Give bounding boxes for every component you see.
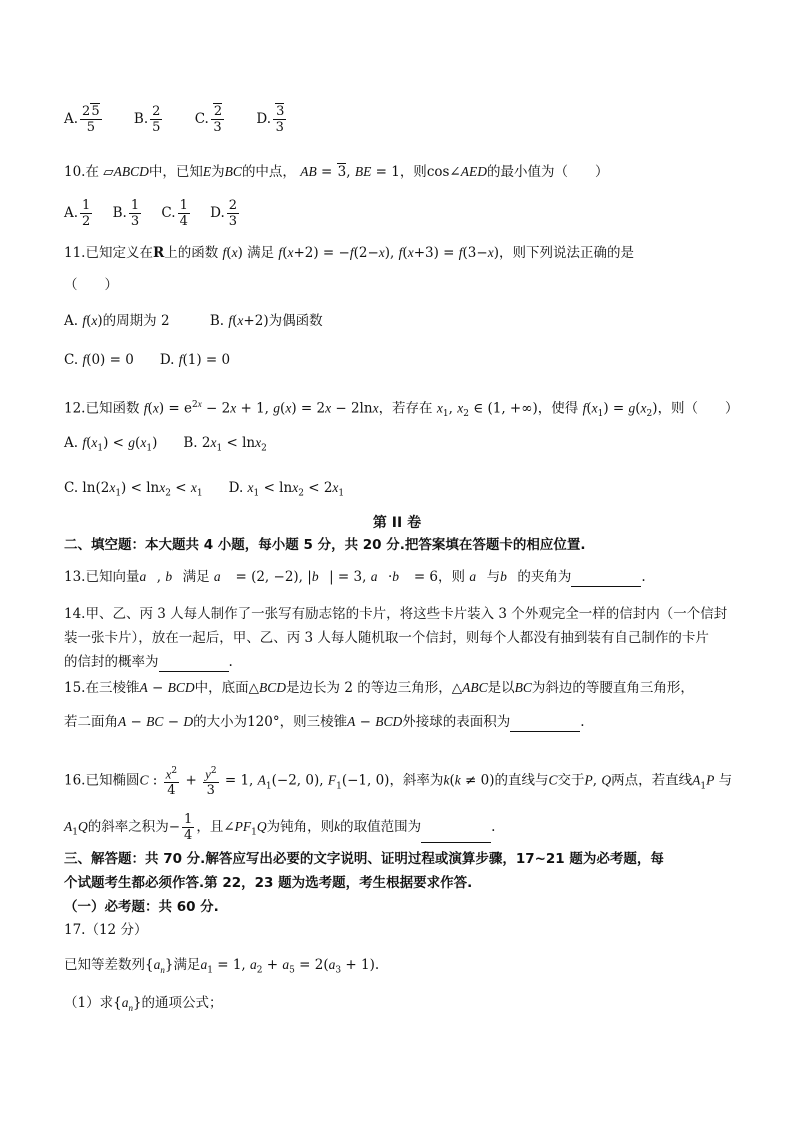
q11-options-cd: C. f(0) = 0 D. f(1) = 0 [64,352,231,368]
question-17: 已知等差数列$\{a_n\}$满足$a_1 = 1$, $a_2 + a_5 = 2(a_3 + 1)$. [64,957,380,976]
part3-line2: 个试题考生都必须作答.第 22，23 题为选考题，考生根据要求作答. [64,875,473,891]
question-16: 16.已知椭圆C : $\frac{x^2}{4}$ + $\frac{y^2}{3}$ = 1, $A_1(-2$, 0), $F_1(-1$, 0)，斜率为k(k ≠ 0)的直线与C交于P, Q两点，若直线$A_1P$ 与 [64,766,733,799]
q17-part1: （1）求$\{a_n\}$的通项公式； [64,995,223,1013]
q14-line3: 的信封的概率为 . [64,654,233,670]
q15-blank [510,717,580,732]
q16-line2: $A_1Q$的斜率之积为− $\frac{1}{4}$ ，且$\angle PF_1Q$为钝角，则k的取值范围为 . [64,812,496,843]
q14-blank [159,657,229,672]
part2-title: 第 II 卷 [372,515,422,531]
part2-heading: 二、填空题：本大题共 4 小题，每小题 5 分，共 20 分.把答案填在答题卡的相应位置. [64,537,586,553]
q12-options-ab: A. $f(x_1) < g(x_1)$ B. $2x_1 < \ln x_2$ [64,435,267,454]
q10-options: A. $\frac{1}{2}$ B. $\frac{1}{3}$ C. $\frac{1}{4}$ D. $\frac{2}{3}$ [64,198,238,229]
q16-blank [421,828,491,843]
q13-blank [571,572,641,587]
q15-line2: 若二面角A − BC − D的大小为120°，则三棱锥A − BCD外接球的表面积为 . [64,714,585,730]
q11-paren: （ ） [64,277,118,293]
q14-line2: 装一张卡片），放在一起后，甲、乙、丙 3 人每人随机取一个信封，则每个人都没有抽到装有自己制作的卡片 [64,630,709,646]
part3-sub: （一）必考题：共 60 分. [64,899,219,915]
q14-line1: 14.甲、乙、丙 3 人每人制作了一张写有励志铭的卡片，将这些卡片装入 3 个外观完全一样的信封内（一个信封 [64,606,728,622]
question-15: 15.在三棱锥A − BCD中，底面△BCD是边长为 2 的等边三角形，△ABC是以BC为斜边的等腰直角三角形， [64,680,694,696]
question-11: 11.已知定义在R上的函数 f(x) 满足 f(x+2) = −f(2−x), f(x+3) = f(3−x)，则下列说法正确的是 [64,245,634,261]
part3-line1: 三、解答题：共 70 分.解答应写出必要的文字说明、证明过程或演算步骤，17~21 题为必考题，每 [64,851,664,867]
question-10: 10.在 ▱ABCD中，已知E为BC的中点， AB = 3, BE = 1，则cos∠AED的最小值为（ ） [64,164,609,180]
q17-label: 17.（12 分） [64,922,148,938]
q9-options: A. $\frac{25}{5}$ B. $\frac{2}{5}$ C. $\frac{2}{3}$ D. $\frac{3}{3}$ [64,104,285,135]
q11-options-ab: A. f(x)的周期为 2 B. f(x+2)为偶函数 [64,313,323,329]
q12-options-cd: C. $\ln(2x_1) < \ln x_2 < x_1$ D. $x_1 < \ln x_2 < 2x_1$ [64,480,345,499]
question-13: 13.已知向量a⃗, b⃗满足 a⃗ = (2, −2), |b⃗| = 3, a⃗·b⃗ = 6，则 a⃗与b⃗的夹角为 . [64,569,646,585]
question-12: 12.已知函数 $f(x) = e^{2x} - 2x + 1$, g(x) = 2x − 2lnx，若存在 $x_1$, $x_2$ ∈ (1, +∞)，使得 $f(x_1) = g(x_2)$，则（ ） [64,399,739,420]
